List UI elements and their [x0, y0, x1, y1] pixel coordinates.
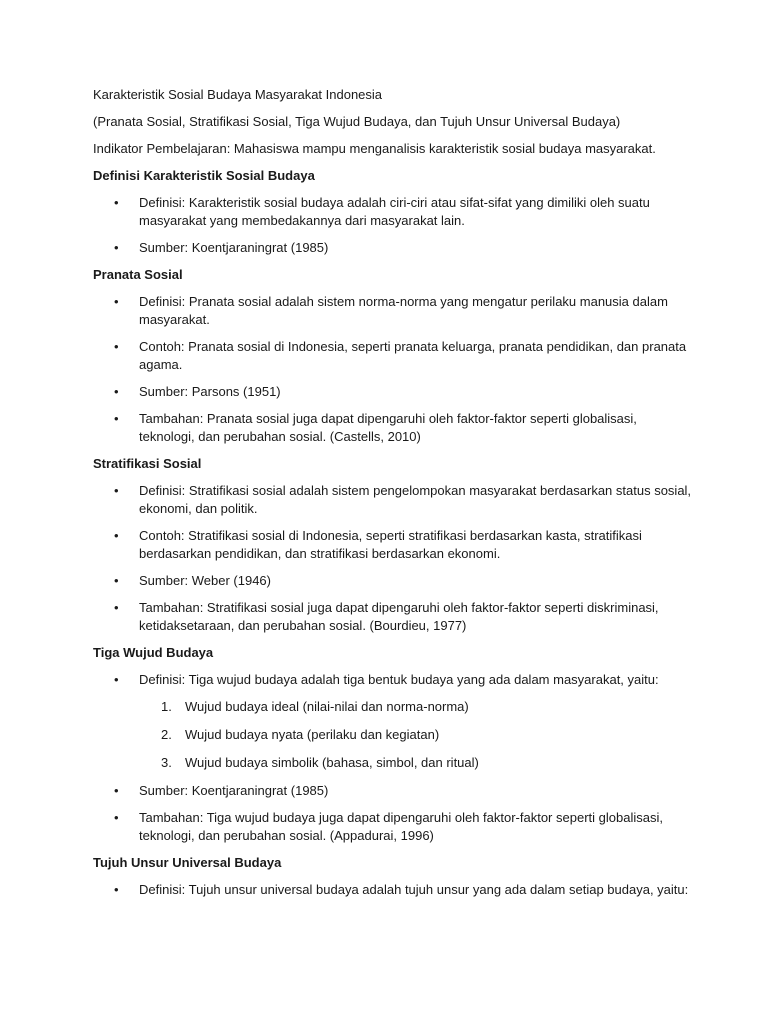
bullet-icon: • [114, 573, 119, 588]
document-body [93, 86, 693, 908]
bullet-icon: • [114, 294, 119, 309]
list-item: • Definisi: Stratifikasi sosial adalah sistem pengelompokan masyarakat berdasarkan status sosial, ekonomi, dan politik. [114, 483, 692, 516]
list-item: • Tambahan: Stratifikasi sosial juga dapat dipengaruhi oleh faktor-faktor seperti diskriminasi, ketidaksetaraan, dan perubahan sosial. (Bourdieu, 1977) [114, 600, 659, 633]
list-item: • Definisi: Tiga wujud budaya adalah tiga bentuk budaya yang ada dalam masyarakat, yaitu: 1. Wujud budaya ideal (nilai-nilai dan norma-norma) 2. Wujud budaya nyata (perilaku dan kegiatan) 3. Wujud budaya simbolik (bahasa, simbol, dan ritual) [93, 671, 693, 772]
list-item: • Contoh: Stratifikasi sosial di Indonesia, seperti stratifikasi berdasarkan kasta, stratifikasi berdasarkan pendidikan, dan stratifikasi berdasarkan ekonomi. [114, 528, 642, 561]
bullet-icon: • [114, 783, 119, 798]
section-heading-tujuh-unsur: Tujuh Unsur Universal Budaya [93, 855, 282, 870]
section-list-tiga-wujud-budaya [93, 671, 693, 845]
numbered-item: 2. Wujud budaya nyata (perilaku dan kegiatan) [161, 727, 440, 742]
list-item: • Definisi: Pranata sosial adalah sistem norma-norma yang mengatur perilaku manusia dalam masyarakat. [114, 294, 668, 327]
document-title: Karakteristik Sosial Budaya Masyarakat Indonesia [93, 87, 383, 102]
section-list-pranata-sosial [93, 293, 693, 446]
learning-indicator: Indikator Pembelajaran: Mahasiswa mampu menganalisis karakteristik sosial budaya masyarakat. [93, 141, 656, 156]
bullet-icon: • [114, 882, 119, 897]
numbered-item: 1. Wujud budaya ideal (nilai-nilai dan norma-norma) [161, 699, 469, 714]
section-heading-pranata-sosial: Pranata Sosial [93, 267, 183, 282]
list-item: • Sumber: Koentjaraningrat (1985) [114, 783, 329, 798]
document-subtitle: (Pranata Sosial, Stratifikasi Sosial, Tiga Wujud Budaya, dan Tujuh Unsur Universal Budaya) [93, 114, 621, 129]
list-item: • Definisi: Tujuh unsur universal budaya adalah tujuh unsur yang ada dalam setiap budaya, yaitu: [114, 882, 689, 897]
list-item: • Tambahan: Tiga wujud budaya juga dapat dipengaruhi oleh faktor-faktor seperti globalisasi, teknologi, dan perubahan sosial. (Appadurai, 1996) [114, 810, 663, 843]
number-marker: 1. [161, 699, 172, 714]
list-item: • Contoh: Pranata sosial di Indonesia, seperti pranata keluarga, pranata pendidikan, dan pranata agama. [114, 339, 687, 372]
numbered-item: 3. Wujud budaya simbolik (bahasa, simbol, dan ritual) [161, 755, 479, 770]
bullet-icon: • [114, 810, 119, 825]
bullet-icon: • [114, 240, 119, 255]
bullet-icon: • [114, 339, 119, 354]
bullet-icon: • [114, 195, 119, 210]
section-heading-definisi: Definisi Karakteristik Sosial Budaya [93, 168, 315, 183]
list-item: • Sumber: Koentjaraningrat (1985) [114, 240, 329, 255]
list-item: • Sumber: Parsons (1951) [114, 384, 281, 399]
list-item: • Tambahan: Pranata sosial juga dapat dipengaruhi oleh faktor-faktor seperti globalisasi, teknologi, dan perubahan sosial. (Castells, 2010) [114, 411, 637, 444]
section-heading-stratifikasi-sosial: Stratifikasi Sosial [93, 456, 202, 471]
section-list-tujuh-unsur [93, 881, 693, 899]
bullet-icon: • [114, 528, 119, 543]
bullet-icon: • [114, 600, 119, 615]
section-list-definisi [93, 194, 693, 257]
bullet-icon: • [114, 411, 119, 426]
bullet-icon: • [114, 672, 119, 687]
bullet-icon: • [114, 384, 119, 399]
section-list-stratifikasi-sosial [93, 482, 693, 635]
numbered-list [139, 698, 693, 772]
number-marker: 2. [161, 727, 172, 742]
number-marker: 3. [161, 755, 172, 770]
bullet-icon: • [114, 483, 119, 498]
section-heading-tiga-wujud-budaya: Tiga Wujud Budaya [93, 645, 214, 660]
list-item: • Sumber: Weber (1946) [114, 573, 271, 588]
list-item: • Definisi: Karakteristik sosial budaya adalah ciri-ciri atau sifat-sifat yang dimiliki oleh suatu masyarakat yang membedakannya dari masyarakat lain. [114, 195, 650, 228]
